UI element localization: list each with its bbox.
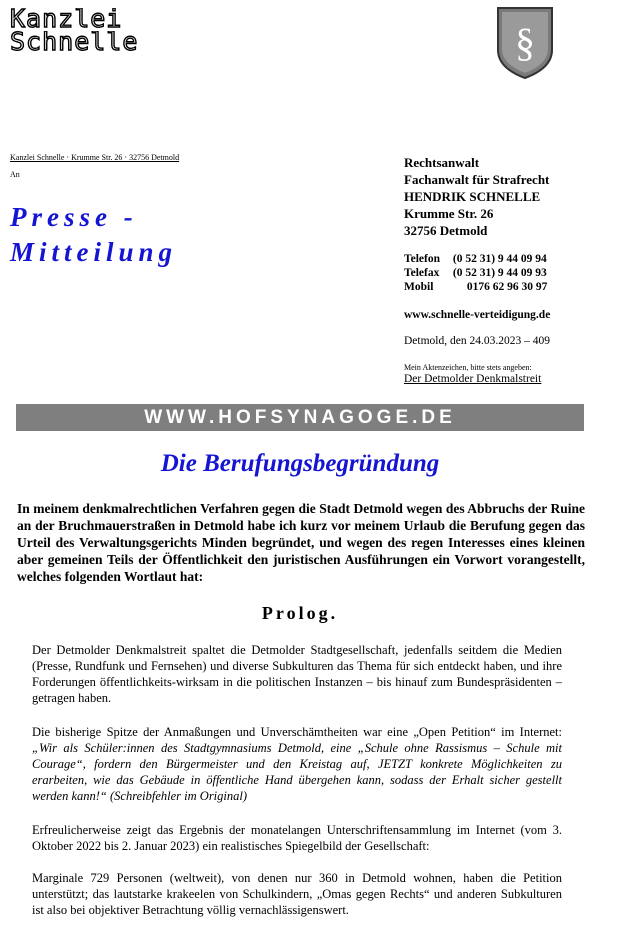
phone-row [404,252,547,266]
phone-value: (0 52 31) 9 44 09 94 [452,253,547,265]
phone-label: Telefon [404,253,440,265]
document-type-line-1: Presse - [10,202,138,232]
reference-label: Mein Aktenzeichen, bitte stets angeben: [404,363,532,372]
body-paragraph-3: Erfreulicherweise zeigt das Ergebnis der monatelangen Unterschriftensammlung im Internet (vom 3. Oktober 2022 bis 2. Januar 2023) ein realistisches Spiegelbild der Gesellschaft: [32,823,562,853]
document-type-line-2: Mitteilung [10,237,178,267]
logo-line-1: Kanzlei [10,8,123,31]
logo-text [10,8,235,54]
body-paragraph-1: Der Detmolder Denkmalstreit spaltet die Detmolder Stadtgesellschaft, jedenfalls seitdem die Medien (Presse, Rundfunk und Fernsehen) und diverse Subkulturen das Thema für sich entdeckt haben, und ihre Forderungen öffentlichkeits-wirksam in die politischen Instanzen – bis hinauf zum Bundespräsidenten – getragen haben. [32,643,562,705]
body-paragraph-2 [32,724,562,804]
shield-symbol: § [515,20,535,65]
prolog-title: Prolog. [261,603,339,623]
lawyer-city: 32756 Detmold [404,223,488,238]
contact-block [404,252,547,294]
recipient-prefix: An [10,170,20,179]
mobile-label: Mobil [404,281,434,293]
lawyer-block [404,154,616,239]
lawyer-specialty: Fachanwalt für Strafrecht [404,172,550,187]
paragraph-shield-icon [496,6,554,80]
fax-row [404,266,547,280]
lawyer-title: Rechtsanwalt [404,155,480,170]
website-banner: WWW.HOFSYNAGOGE.DE [16,404,584,431]
main-heading: Die Berufungsbegründung [160,450,440,477]
lawyer-name: HENDRIK SCHNELLE [404,189,541,204]
mobile-value: 0176 62 96 30 97 [466,281,548,293]
sender-address-line: Kanzlei Schnelle · Krumme Str. 26 · 32756 Detmold [10,153,180,162]
lawyer-street: Krumme Str. 26 [404,206,494,221]
reference-value: Der Detmolder Denkmalstreit [404,373,542,385]
date-line: Detmold, den 24.03.2023 – 409 [404,335,550,347]
document-type-title [10,200,177,270]
intro-paragraph: In meinem denkmalrechtlichen Verfahren gegen die Stadt Detmold wegen des Abbruchs der Ruine an der Bruchmauerstraßen in Detmold habe ich kurz vor meinem Urlaub die Berufung gegen das Urteil des Verwaltungsgerichts Minden begründet, und wegen des regen Interesses eines kleinen aber gemeinen Teils der Öffentlichkeit den juristischen Ausführungen ein Vorwort vorangestellt, welches folgenden Wortlaut hat: [17,501,585,584]
petition-quote: „Wir als Schüler:innen des Stadtgymnasiums Detmold, eine „Schule ohne Rassismus – Schule mit Courage“, fordern den Bürgermeister und den Kreistag auf, JETZT konkrete Möglichkeiten zu erarbeiten, wie das Gebäude in öffentliche Hand übergehen kann, sodass der Erhalt sicher gestellt werden kann!“ (Schreibfehler im Original) [32,741,562,803]
body-paragraph-4: Marginale 729 Personen (weltweit), von denen nur 360 in Detmold wohnen, haben die Petition unterstützt; das lautstarke krakeelen von Schulkindern, „Omas gegen Rechts“ und anderen Subkulturen ist also bei objektiver Betrachtung völlig vernachlässigenswert. [32,871,562,917]
paragraph-2-start: Die bisherige Spitze der Anmaßungen und Unverschämtheiten war eine „Open Petition“ im Internet: [32,725,562,739]
fax-value: (0 52 31) 9 44 09 93 [452,267,547,279]
fax-label: Telefax [404,267,440,279]
website-link[interactable]: www.schnelle-verteidigung.de [404,309,551,321]
logo-line-2: Schnelle [10,31,139,54]
mobile-row [404,280,547,294]
